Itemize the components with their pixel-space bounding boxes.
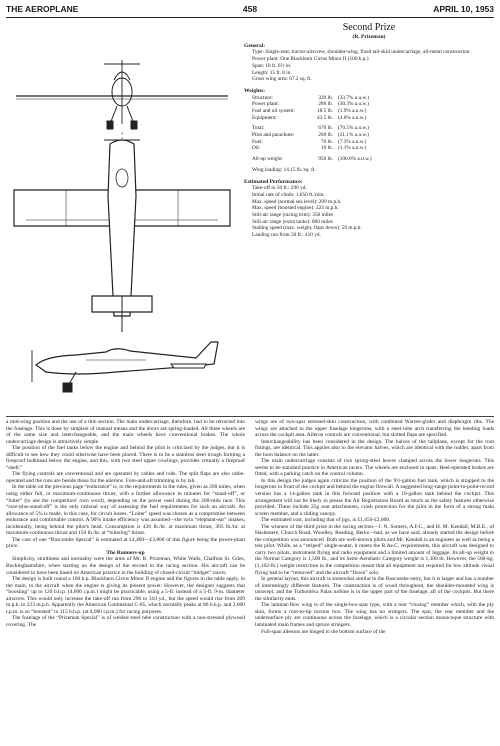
paragraph: The flying controls are conventional and are operated by cables and rods. The split flaps are also cable-operated and the runs are beside those for the ailerons. Fore-and-aft trimming is by tab. xyxy=(6,471,245,484)
weight-row: Equipment: 43.5 lb. (4.6% a.u.w.) xyxy=(252,114,367,121)
paragraph: In general layout, this aircraft is somewhat similar to the Boscombe entry, but it is larger and has a number of interestingly different features. The construction is of wood throughout, the shoulder-mounted wing is unswept, and the Turboméca Palas turbine is in the upper part of the fuselage, aft of the cockpits. But there the similarity ends. xyxy=(255,576,494,602)
general-list xyxy=(244,49,494,83)
plan-view-drawing xyxy=(14,132,230,332)
weights-table xyxy=(244,95,494,174)
general-item: Length: 15 ft. 8 in. xyxy=(252,69,292,76)
paragraph: In the table on the previous page “endurance” is, to the requirements in the rules, given as 200 miles, when using either full, or maximum-continuous thrust, with a further allowance in minutes for “stand-off”, or “loiter” (to use the competitors' own word), depending on the power used during the 200-mile race. This “race-plus-stand-off” is the only rational way of assessing the fuel requirements for such an aircraft. An allowance of 5% is made, in this case, for circuit losses. “Loiter” speed was chosen as a compromise between endurance and comfortable control. A 90% intake efficiency was assumed—the twin “elephant-ear” intakes, incidentally, being behind the pilot's head. Consumption is 430 lb./hr. at maximum thrust, 305 lb./hr. at maximum-continuous thrust and 150 lb./hr. at “loitering” thrust. xyxy=(6,484,245,537)
left-text-column xyxy=(6,419,245,629)
performance-item: Take-off to 50 ft.: 290 yd. xyxy=(252,185,307,192)
paragraph: The fuselage of the “Prizeman Special” is of welded steel tube construction with a non-stressed plywood covering. The xyxy=(6,615,245,628)
paragraph: The winners of the third prize in the racing section—J. N. Somers, A.F.C., and H. M. Kendall, M.B.E., of Haslemere, Church Road, Woodley, Reading, Berks—had, as we have said, already started the design before the competition was announced. Both are well-known pilots and Mr. Kendall is an engineer as well as being a test pilot. While, as a “striped” single-seater, it meets the R.Ae.C. requirements, this aircraft was designed to carry two pilots, instrument flying and radio equipment and a limited amount of luggage. Its all-up weight in the Normal Category is 1,500 lb., and its Semi-Aerobatic Category weight is 1,300 lb. However, the 500-kg. (1,102-lb.) weight restriction in the competition meant that all equipment not required for low altitude visual flying had to be “removed” and the aircraft “flown” solo. xyxy=(255,523,494,576)
performance-item: Stalling speed (max. weight, flaps down): 59 m.p.h. xyxy=(252,225,362,232)
general-item: Span: 18 ft. 6½ in. xyxy=(252,62,292,69)
section-subheading: The Runners-up xyxy=(106,549,145,556)
right-text-column xyxy=(255,419,494,635)
weight-row: Power plant: 288 lb. (30.3% a.u.w.) xyxy=(252,101,369,108)
performance-item: Max. speed (boosted engine): 223 m.p.h. xyxy=(252,205,339,212)
weight-row: Pilot and parachute: 200 lb. (21.1% a.u.w.) xyxy=(252,132,369,139)
specification-panel xyxy=(244,22,494,239)
performance-item: Initial rate of climb: 1,650 ft./min. xyxy=(252,191,325,198)
paragraph: Interchangeability has been considered in the design. The halves of the tailplane, except for the root fittings, are identical. This applies also to the elevator halves, which are identical with the rudder, apart from the horn balance on the latter. xyxy=(255,438,494,458)
performance-item: Still-air range (extra tanks): 800 miles xyxy=(252,218,333,225)
general-item: Type: Single-seat, tractor-airscrew, shoulder-wing, fixed tail-skid undercarriage, all-metal construction. xyxy=(252,49,471,56)
front-view-drawing xyxy=(16,60,228,129)
paragraph: The laminar-flow wing is of the single-box-spar type, with a rear “closing” member which, with the ply skin, forms a root-to-tip torsion box. The wing has no stringers. The spar, the rear member and the undersurface ply are continuous across the fuselage, which is a circular section monocoque structure with laminated main frames and spruce stringers. xyxy=(255,602,494,628)
section-divider xyxy=(6,416,494,417)
paragraph: wings are of two-spar stressed-skin construction, with combined Warren-girder and diaphragm ribs. The wings are attached to the upper fuselage longerons, with a steel-tube arch transferring the bending loads across the cockpit area. Aileron controls are conventional, but slotted flaps are specified. xyxy=(255,419,494,439)
page-number: 458 xyxy=(242,4,258,14)
paragraph: The estimated cost, including that of jigs, is £1,450-£2,000. xyxy=(261,517,391,524)
paragraph: The cost of one “Boscombe Special” is estimated at £4,460—£3,800 of this figure being the power-plant price. xyxy=(6,536,245,550)
three-view-drawing xyxy=(6,20,238,414)
weight-row: All-up weight: 950 lb. (100.0% a.u.w.) xyxy=(252,156,372,163)
general-item: Power plant: One Blackburn Cirrus Minor II (100 h.p.) xyxy=(252,56,369,63)
performance-item: Still-air range (racing trim): 350 miles xyxy=(252,212,334,219)
magazine-name: THE AEROPLANE xyxy=(6,4,79,14)
general-heading: General: xyxy=(244,42,266,49)
weights-heading: Weights: xyxy=(244,87,266,94)
weight-row: Structure: 320 lb. (33.7% a.u.w.) xyxy=(252,94,369,101)
performance-item: Landing run from 50 ft.: 410 yd. xyxy=(252,232,321,239)
side-view-drawing xyxy=(32,342,218,392)
performance-list xyxy=(244,185,494,239)
page-header xyxy=(6,4,494,16)
paragraph: The main undercarriage consists of two spring-steel leaves clamped across the lower longerons. This seems to be standard practice in American racers. The wheels are enclosed in spats. Heel-operated brakes are fitted, with a parking catch on the control column. xyxy=(255,458,494,478)
paragraph: a mid-wing position and the use of a thin section. The main undercarriage, therefore, had to be retracted into the fuselage. This is done by simplest of manual means and the doors are spring-loaded. All three wheels are of the same size and interchangeable, and the main wheels have conventional brakes. The whole undercarriage design is attractively simple. xyxy=(6,419,245,445)
weight-row: Fuel and oil system: 18.5 lb. (1.9% a.u.w.) xyxy=(252,108,367,114)
weight-row: Oil: 10 lb. (1.1% a.u.w.) xyxy=(252,145,367,152)
paragraph: The position of the fuel tanks below the engine and behind the pilot is criticized by the judges, but it is difficult to see how they could otherwise have been placed. There is to be a stainless steel trough forming a fireproof bulkhead below the engine, and this, with two steel upper cowlings, provides virtually a fireproof “shell.” xyxy=(6,445,245,471)
paragraph: Full-span ailerons are hinged to the bottom surface of the xyxy=(261,628,386,635)
wing-loading: Wing loading: 14.15 lb./sq. ft. xyxy=(252,166,316,173)
performance-heading: Estimated Performance: xyxy=(244,178,303,185)
spec-title: Second Prize xyxy=(342,22,396,33)
weight-row: Fuel: 70 lb. (7.3% a.u.w.) xyxy=(252,138,367,145)
spec-author: (R. Prizeman) xyxy=(352,34,386,40)
paragraph: The design is built round a 100 b.p. Blackburn Cirrus Minor II engine and the figures in the table apply, in the main, to the aircraft when the engine is giving its present power. However, the designer suggests that “boosting” up to 120 b.h.p. (4,000 r.p.m.) might be practicable, using a 5-ft. instead of a 5-ft. 9-in. diameter airscrew. This would only increase the take-off run from 290 to 310 yd., but the speed would rise from 209 m.p.h. to 223 m.p.h. Apparently the American Continental C-85, which normally peaks at 86 b.h.p. and 2,600 r.p.m. is so “boosted” to 115 b.h.p. (at 4,000 r.p.m.) for racing purposes. xyxy=(6,576,245,615)
general-item: Gross wing area: 67.2 sq. ft. xyxy=(252,76,312,83)
issue-date: APRIL 10, 1953 xyxy=(433,4,494,14)
performance-item: Max. speed (normal sea level): 209 m.p.h. xyxy=(252,198,342,205)
paragraph: Simplicity, sturdiness and normality were the aims of Mr. R. Prizeman, White Walls, Chalfont St. Giles, Buckinghamshire, when starting on the design of the second in the racing section. His aircraft can be considered to have been based on American practice in the building of closed-circuit “midget” racers. xyxy=(6,556,245,576)
paragraph: In this design the judges again criticize the position of the 9½-gallon fuel tank, which is strapped to the longerons in front of the cockpit and behind the engine firewall. A suggested long-range point-to-point-record version has a 14-gallon tank in this forward position with a 10-gallon tank behind the cockpit. This arrangement will not be likely to please the Air Registration Board as much as the safety features otherwise provided. These include 25g seat attachments, crash protection for the pilot in the form of a strong main screen member, and a sliding canopy. xyxy=(255,477,494,517)
weight-row: Total: 670 lb. (70.5% a.u.w.) xyxy=(252,125,369,132)
header-rule xyxy=(6,17,494,18)
